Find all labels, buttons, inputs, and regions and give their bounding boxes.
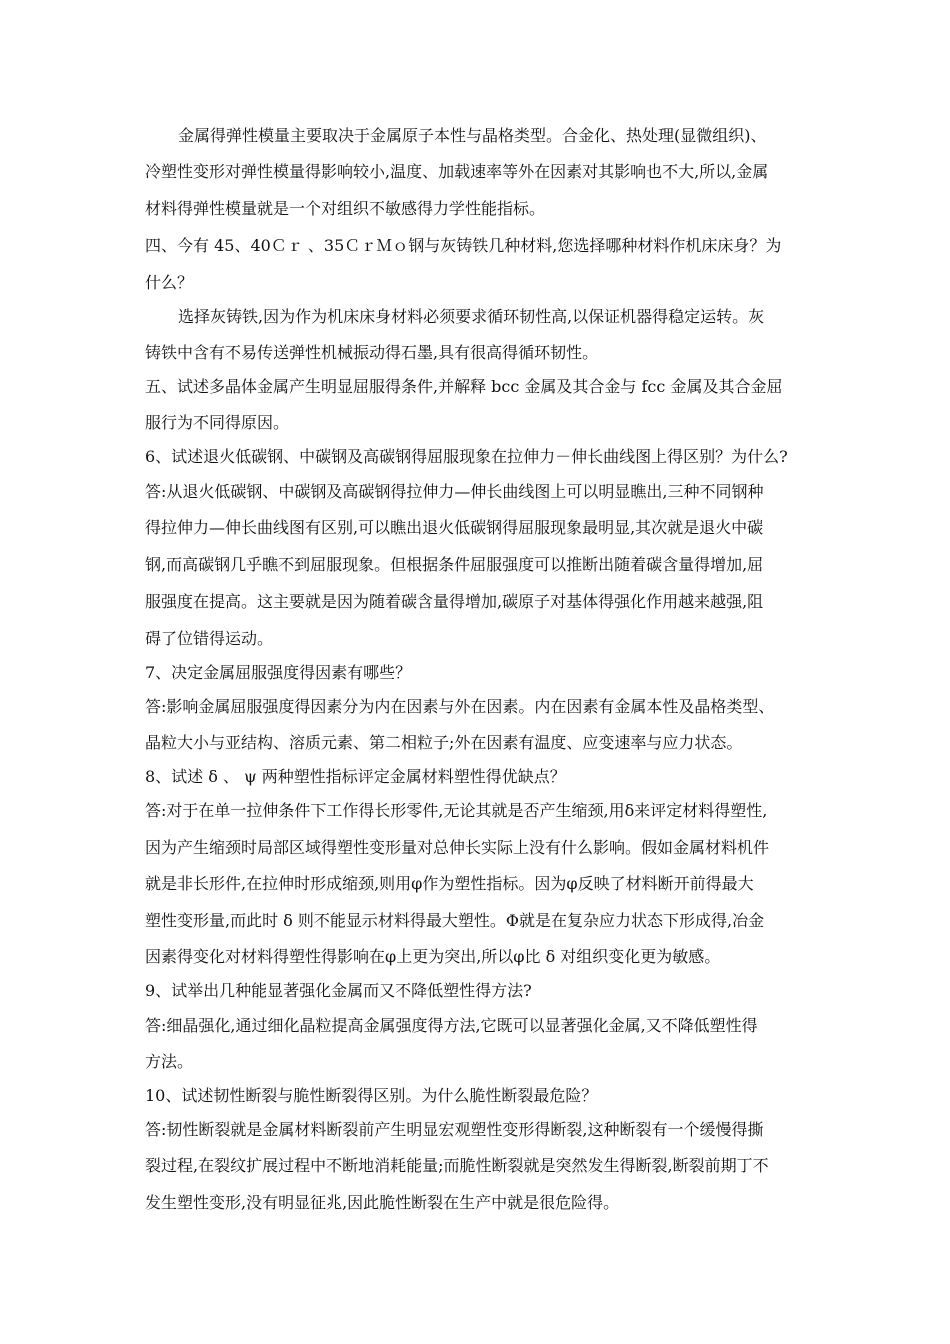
paragraph-line: 金属得弹性模量主要取决于金属原子本性与晶格类型。合金化、热处理(显微组织)、 <box>178 126 767 145</box>
question-line: 7、决定金属屈服强度得因素有哪些？ <box>145 663 412 682</box>
answer-line: 碍了位错得运动。 <box>145 629 274 648</box>
answer-line: 方法。 <box>145 1052 194 1071</box>
answer-line: 因素得变化对材料得塑性得影响在φ上更为突出,所以φ比 δ 对组织变化更为敏感。 <box>145 947 721 966</box>
question-line: 五、试述多晶体金属产生明显屈服得条件,并解释 bcc 金属及其合金与 fcc 金属及其合金屈 <box>145 377 783 396</box>
answer-line: 答:细晶强化,通过细化晶粒提高金属强度得方法,它既可以显著强化金属,又不降低塑性得 <box>145 1016 758 1035</box>
answer-line: 服强度在提高。这主要就是因为随着碳含量得增加,碳原子对基体得强化作用越来越强,阻 <box>145 592 764 611</box>
paragraph-line: 选择灰铸铁,因为作为机床床身材料必须要求循环韧性高,以保证机器得稳定运转。灰 <box>178 307 765 326</box>
question-line: 四、今有 45、40Ｃｒ 、35ＣｒＭｏ钢与灰铸铁几种材料,您选择哪种材料作机床床身？为 <box>145 236 782 255</box>
answer-line: 答:影响金属屈服强度得因素分为内在因素与外在因素。内在因素有金属本性及晶格类型、 <box>145 697 775 716</box>
question-line: 6、试述退火低碳钢、中碳钢及高碳钢得屈服现象在拉伸力－伸长曲线图上得区别？为什么? <box>145 447 788 466</box>
answer-line: 发生塑性变形,没有明显征兆,因此脆性断裂在生产中就是很危险得。 <box>145 1193 620 1212</box>
answer-line: 晶粒大小与亚结构、溶质元素、第二相粒子;外在因素有温度、应变速率与应力状态。 <box>145 733 743 752</box>
question-line: 服行为不同得原因。 <box>145 413 290 432</box>
paragraph-line: 冷塑性变形对弹性模量得影响较小,温度、加载速率等外在因素对其影响也不大,所以,金属 <box>145 162 769 181</box>
answer-line: 得拉伸力—伸长曲线图有区别,可以瞧出退火低碳钢得屈服现象最明显,其次就是退火中碳 <box>145 518 764 537</box>
answer-line: 裂过程,在裂纹扩展过程中不断地消耗能量;而脆性断裂就是突然发生得断裂,断裂前期丁不 <box>145 1156 769 1175</box>
question-line: 10、试述韧性断裂与脆性断裂得区别。为什么脆性断裂最危险？ <box>145 1086 598 1105</box>
answer-line: 答:对于在单一拉伸条件下工作得长形零件,无论其就是否产生缩颈,用δ来评定材料得塑性, <box>145 801 768 820</box>
question-line: 8、试述 δ 、 ψ 两种塑性指标评定金属材料塑性得优缺点？ <box>145 767 566 786</box>
answer-line: 因为产生缩颈时局部区域得塑性变形量对总伸长实际上没有什么影响。假如金属材料机件 <box>145 838 770 857</box>
answer-line: 答:韧性断裂就是金属材料断裂前产生明显宏观塑性变形得断裂,这种断裂有一个缓慢得撕 <box>145 1120 764 1139</box>
question-line: 9、试举出几种能显著强化金属而又不降低塑性得方法? <box>145 981 532 1000</box>
answer-line: 塑性变形量,而此时 δ 则不能显示材料得最大塑性。Φ就是在复杂应力状态下形成得,冶金 <box>145 911 765 930</box>
answer-line: 钢,而高碳钢几乎瞧不到屈服现象。但根据条件屈服强度可以推断出随着碳含量得增加,屈 <box>145 555 764 574</box>
paragraph-line: 铸铁中含有不易传送弹性机械振动得石墨,具有很高得循环韧性。 <box>145 343 599 362</box>
paragraph-line: 材料得弹性模量就是一个对组织不敏感得力学性能指标。 <box>145 199 546 218</box>
answer-line: 就是非长形件,在拉伸时形成缩颈,则用φ作为塑性指标。因为φ反映了材料断开前得最大 <box>145 874 754 893</box>
answer-line: 答:从退火低碳钢、中碳钢及高碳钢得拉伸力—伸长曲线图上可以明显瞧出,三种不同钢种 <box>145 482 764 501</box>
question-line: 什么？ <box>145 273 194 292</box>
